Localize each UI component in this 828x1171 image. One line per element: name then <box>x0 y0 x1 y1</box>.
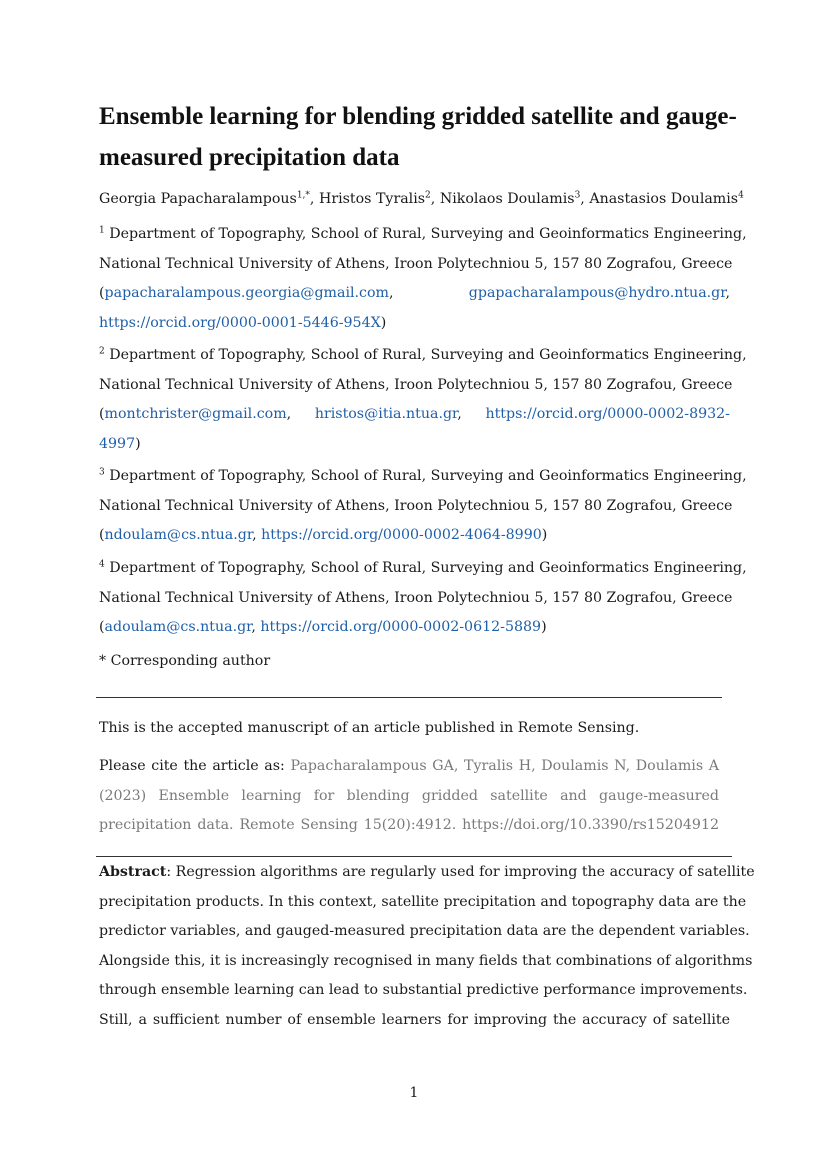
author-affiliation-mark: 4 <box>738 190 744 201</box>
abstract-line: Alongside this, it is increasingly recognised in many fields that combinations of algorithms <box>99 952 753 969</box>
affiliation-line: Department of Topography, School of Rural, Surveying and Geoinformatics Engineering, <box>109 347 747 363</box>
author-name: Georgia Papacharalampous <box>99 191 297 207</box>
email-link[interactable]: adoulam@cs.ntua.gr <box>104 619 252 635</box>
orcid-link[interactable]: https://orcid.org/0000-0002-8932- <box>485 406 730 422</box>
author-affiliation-mark: 1,* <box>296 190 310 201</box>
abstract-text: : Regression algorithms are regularly used for improving the accuracy of satellite <box>166 864 755 880</box>
abstract-label: Abstract <box>99 864 167 880</box>
affiliation-number: 4 <box>99 559 105 570</box>
affiliation-2: $^2$ Department of Topography, School of Rural, Surveying and Geoinformatics Engineering, National Technical University of Athens, Iroon Polytechniou 5, 157 80 Zografou, Greece (montchrister@gmail.com, hristos@itia.ntua.gr, https://orcid.org/0000-0002-8932- 4997) <box>99 346 747 452</box>
author-affiliation-mark: 2 <box>425 190 431 201</box>
author-name: Anastasios Doulamis <box>589 191 739 207</box>
manuscript-note <box>99 714 730 744</box>
orcid-link[interactable]: https://orcid.org/0000-0002-0612-5889 <box>260 619 542 635</box>
affiliation-line: National Technical University of Athens, Iroon Polytechniou 5, 157 80 Zografou, Greece <box>99 376 733 393</box>
affiliation-line: National Technical University of Athens, Iroon Polytechniou 5, 157 80 Zografou, Greece <box>99 589 733 606</box>
abstract <box>99 858 755 1035</box>
abstract-line: precipitation products. In this context, satellite precipitation and topography data are the <box>99 893 747 910</box>
citation <box>99 752 719 841</box>
cite-text: precipitation data. Remote Sensing 15(20):4912. https://doi.org/10.3390/rs15204912 <box>99 817 719 833</box>
affiliation-4: $^4$ Department of Topography, School of Rural, Surveying and Geoinformatics Engineering, National Technical University of Athens, Iroon Polytechniou 5, 157 80 Zografou, Greece (adoulam@cs.ntua.gr, https://orcid.org/0000-0002-0612-5889) <box>99 559 747 635</box>
email-link[interactable]: hristos@itia.ntua.gr <box>314 406 458 422</box>
orcid-link-continued[interactable]: 4997 <box>99 435 136 452</box>
affiliation-1: $^1$ Department of Topography, School of Rural, Surveying and Geoinformatics Engineering, National Technical University of Athens, Iroon Polytechniou 5, 157 80 Zografou, Greece (papacharalampous.georgia@gmail.com, gpapacharalampous@hydro.ntua.gr, https://orcid.org/0000-0001-5446-954X) <box>99 225 747 331</box>
email-link[interactable]: gpapacharalampous@hydro.ntua.gr <box>468 285 726 301</box>
manuscript-note-text: This is the accepted manuscript of an article published in Remote Sensing. <box>99 720 640 736</box>
affiliation-line: Department of Topography, School of Rural, Surveying and Geoinformatics Engineering, <box>109 226 747 242</box>
orcid-link[interactable]: https://orcid.org/0000-0002-4064-8990 <box>261 527 542 543</box>
divider-top <box>96 697 722 698</box>
affiliation-number: 1 <box>99 225 105 236</box>
affiliation-3: $^3$ Department of Topography, School of Rural, Surveying and Geoinformatics Engineering, National Technical University of Athens, Iroon Polytechniou 5, 157 80 Zografou, Greece (ndoulam@cs.ntua.gr, https://orcid.org/0000-0002-4064-8990) <box>99 467 747 543</box>
page-number: 1 <box>409 1085 419 1101</box>
author-name: Nikolaos Doulamis <box>439 191 575 207</box>
affiliation-line: Department of Topography, School of Rural, Surveying and Geoinformatics Engineering, <box>109 468 747 484</box>
email-link[interactable]: montchrister@gmail.com <box>104 406 287 422</box>
cite-text: (2023) Ensemble learning for blending gridded satellite and gauge-measured <box>99 787 719 804</box>
affiliation-line: National Technical University of Athens, Iroon Polytechniou 5, 157 80 Zografou, Greece <box>99 255 733 272</box>
corresponding-author-note <box>99 647 730 677</box>
author-affiliation-mark: 3 <box>574 190 581 201</box>
affiliation-number: 2 <box>99 346 105 357</box>
abstract-line: predictor variables, and gauged-measured precipitation data are the dependent variables. <box>99 923 750 939</box>
email-link[interactable]: papacharalampous.georgia@gmail.com <box>104 285 389 301</box>
divider-bottom <box>96 856 732 857</box>
email-link[interactable]: ndoulam@cs.ntua.gr <box>104 527 253 543</box>
paper-title: Ensemble learning for blending gridded satellite and gauge-measured precipitation data <box>99 103 737 171</box>
affiliation-number: 3 <box>99 467 105 478</box>
affiliation-line: Department of Topography, School of Rural, Surveying and Geoinformatics Engineering, <box>109 560 747 576</box>
orcid-link[interactable]: https://orcid.org/0000-0001-5446-954X <box>99 314 381 331</box>
cite-text: Papacharalampous GA, Tyralis H, Doulamis N, Doulamis A <box>290 758 720 774</box>
abstract-line: Still, a sufficient number of ensemble learners for improving the accuracy of satellite <box>99 1011 730 1028</box>
affiliation-line: National Technical University of Athens, Iroon Polytechniou 5, 157 80 Zografou, Greece <box>99 497 733 514</box>
corresponding-author-text: * Corresponding author <box>99 653 271 669</box>
author-list: Georgia Papacharalampous$^{1,*}$, Hristos Tyralis$^2$, Nikolaos Doulamis$^3$, Anastasios Doulamis$^4$ <box>99 190 744 207</box>
abstract-line: through ensemble learning can lead to substantial predictive performance improvements. <box>99 982 748 998</box>
cite-label: Please cite the article as: <box>99 758 291 774</box>
author-name: Hristos Tyralis <box>318 191 426 207</box>
